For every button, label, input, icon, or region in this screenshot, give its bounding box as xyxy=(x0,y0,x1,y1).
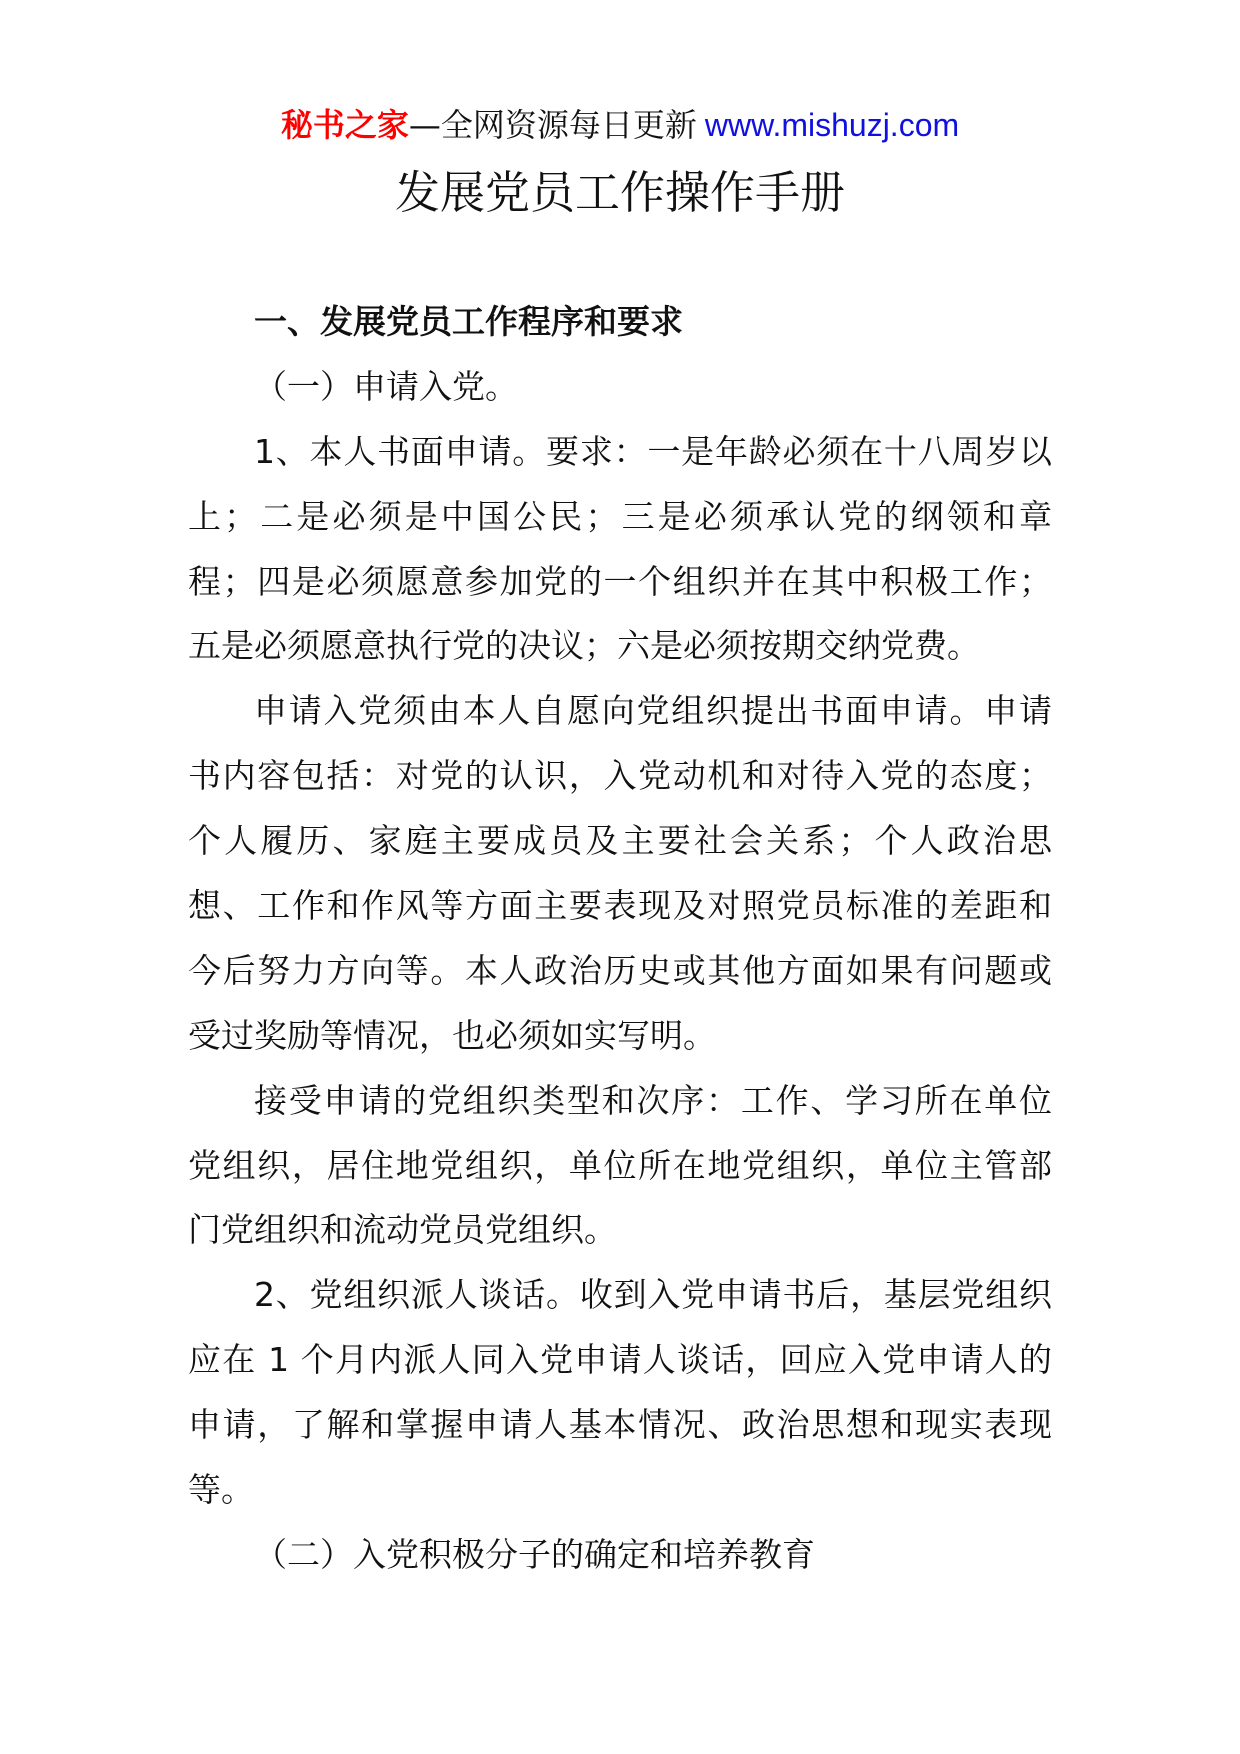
paragraph-line: 书内容包括：对党的认识，入党动机和对待入党的态度； xyxy=(188,756,1052,796)
header-tagline: —全网资源每日更新 xyxy=(408,106,697,144)
paragraph-2 xyxy=(188,679,1052,1068)
paragraph-line: 程；四是必须愿意参加党的一个组织并在其中积极工作； xyxy=(188,561,1052,601)
header-url: www.mishuzj.com xyxy=(704,107,960,143)
paragraph-line: 门党组织和流动党员党组织。 xyxy=(188,1210,617,1250)
paragraph-line: 申请，了解和掌握申请人基本情况、政治思想和现实表现 xyxy=(188,1405,1052,1445)
paragraph-line: 今后努力方向等。本人政治历史或其他方面如果有问题或 xyxy=(188,950,1052,990)
paragraph-line: 申请入党须由本人自愿向党组织提出书面申请。申请 xyxy=(254,691,1052,731)
paragraph-line: 想、工作和作风等方面主要表现及对照党员标准的差距和 xyxy=(188,886,1052,926)
document-body xyxy=(188,290,1052,1588)
paragraph-4 xyxy=(188,1263,1052,1523)
page-header xyxy=(0,100,1240,150)
header-brand: 秘书之家 xyxy=(280,106,409,144)
paragraph-line: 接受申请的党组织类型和次序：工作、学习所在单位 xyxy=(254,1080,1052,1120)
paragraph-line: 个人履历、家庭主要成员及主要社会关系；个人政治思 xyxy=(188,821,1052,861)
paragraph-line: 上；二是必须是中国公民；三是必须承认党的纲领和章 xyxy=(188,496,1052,536)
paragraph-line: 应在 1 个月内派人同入党申请人谈话，回应入党申请人的 xyxy=(188,1340,1052,1380)
paragraph-line: 2、党组织派人谈话。收到入党申请书后，基层党组织 xyxy=(254,1275,1052,1315)
paragraph-3 xyxy=(188,1069,1052,1264)
paragraph-line: 等。 xyxy=(188,1470,254,1510)
document-title: 发展党员工作操作手册 xyxy=(394,166,845,219)
paragraph-1 xyxy=(188,420,1052,680)
subsection-heading-1: （一）申请入党。 xyxy=(254,366,518,406)
paragraph-line: 五是必须愿意执行党的决议；六是必须按期交纳党费。 xyxy=(188,626,980,666)
section-heading: 一、发展党员工作程序和要求 xyxy=(254,302,683,341)
subsection-heading-2: （二）入党积极分子的确定和培养教育 xyxy=(254,1534,815,1574)
paragraph-line: 受过奖励等情况，也必须如实写明。 xyxy=(188,1015,716,1055)
paragraph-line: 党组织，居住地党组织，单位所在地党组织，单位主管部 xyxy=(188,1145,1052,1185)
paragraph-line: 1、本人书面申请。要求：一是年龄必须在十八周岁以 xyxy=(254,431,1052,471)
